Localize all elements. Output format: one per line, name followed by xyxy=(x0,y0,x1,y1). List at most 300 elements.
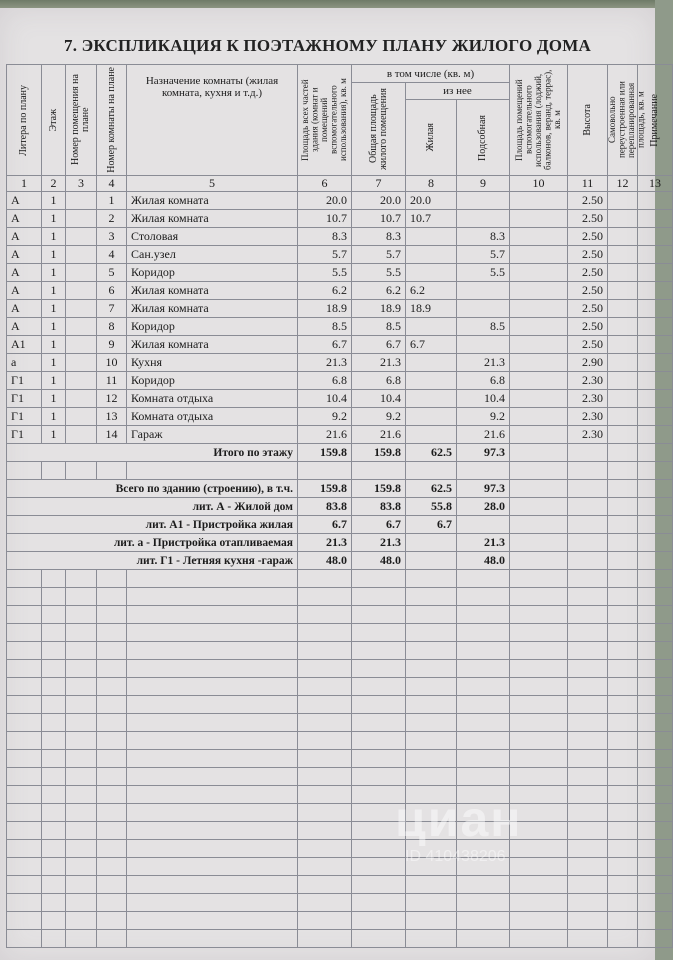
empty-cell xyxy=(66,768,97,786)
height-cell: 2.50 xyxy=(568,282,608,300)
floor-cell: 1 xyxy=(42,192,66,210)
room-number-cell: 4 xyxy=(97,246,127,264)
empty-cell xyxy=(510,498,568,516)
table-row xyxy=(7,192,673,210)
area-utility-cell: 8.3 xyxy=(457,228,510,246)
area-utility-cell: 8.5 xyxy=(457,318,510,336)
empty-cell xyxy=(608,750,638,768)
area-general-cell: 9.2 xyxy=(352,408,406,426)
header-room-no-plan: Номер помещения на плане xyxy=(70,74,91,166)
aux-area-cell xyxy=(510,282,568,300)
area-utility-cell: 5.5 xyxy=(457,264,510,282)
empty-cell xyxy=(127,660,298,678)
empty-cell xyxy=(127,570,298,588)
area-general-cell: 18.9 xyxy=(352,300,406,318)
area-living-cell xyxy=(406,408,457,426)
empty-cell xyxy=(608,804,638,822)
table-row xyxy=(7,318,673,336)
self-built-cell xyxy=(608,390,638,408)
empty-cell xyxy=(97,786,127,804)
note-cell xyxy=(638,300,673,318)
room-plan-cell xyxy=(66,336,97,354)
empty-cell xyxy=(638,696,673,714)
empty-cell xyxy=(608,912,638,930)
empty-cell xyxy=(352,912,406,930)
summary-label: лит. А - Жилой дом xyxy=(7,498,298,516)
empty-cell xyxy=(42,570,66,588)
area-general-cell: 6.7 xyxy=(352,516,406,534)
empty-cell xyxy=(298,768,352,786)
empty-cell xyxy=(638,498,673,516)
empty-cell xyxy=(97,840,127,858)
empty-cell xyxy=(638,840,673,858)
room-plan-cell xyxy=(66,408,97,426)
header-area-all: Площадь всех частей здания (комнат и помещений вспомогательного использования), кв. м xyxy=(299,78,348,162)
empty-cell xyxy=(568,642,608,660)
area-living-cell xyxy=(406,534,457,552)
area-utility-cell: 97.3 xyxy=(457,480,510,498)
room-plan-cell xyxy=(66,300,97,318)
empty-cell xyxy=(608,678,638,696)
empty-row xyxy=(7,894,673,912)
area-general-cell: 159.8 xyxy=(352,444,406,462)
empty-cell xyxy=(66,912,97,930)
height-cell: 2.90 xyxy=(568,354,608,372)
empty-cell xyxy=(352,894,406,912)
summary-label: Всего по зданию (строению), в т.ч. xyxy=(7,480,298,498)
area-utility-cell: 21.3 xyxy=(457,354,510,372)
empty-cell xyxy=(127,822,298,840)
empty-cell xyxy=(7,912,42,930)
empty-cell xyxy=(298,786,352,804)
empty-cell xyxy=(7,858,42,876)
aux-area-cell xyxy=(510,192,568,210)
page-title: 7. ЭКСПЛИКАЦИЯ К ПОЭТАЖНОМУ ПЛАНУ ЖИЛОГО ДОМА xyxy=(64,36,591,55)
area-total-cell: 159.8 xyxy=(298,480,352,498)
room-number-cell: 6 xyxy=(97,282,127,300)
empty-cell xyxy=(42,660,66,678)
table-row xyxy=(7,300,673,318)
self-built-cell xyxy=(608,336,638,354)
empty-cell xyxy=(298,678,352,696)
area-living-cell xyxy=(406,372,457,390)
room-name-cell: Коридор xyxy=(127,318,298,336)
col-number: 11 xyxy=(568,176,608,192)
table-row xyxy=(7,372,673,390)
header-of-it: из нее xyxy=(406,83,510,100)
height-cell: 2.30 xyxy=(568,426,608,444)
empty-cell xyxy=(406,678,457,696)
empty-cell xyxy=(97,606,127,624)
empty-cell xyxy=(457,750,510,768)
self-built-cell xyxy=(608,264,638,282)
litera-cell: А xyxy=(7,318,42,336)
empty-cell xyxy=(638,822,673,840)
empty-cell xyxy=(352,714,406,732)
empty-cell xyxy=(127,462,298,480)
empty-cell xyxy=(608,930,638,948)
note-cell xyxy=(638,426,673,444)
area-living-cell: 18.9 xyxy=(406,300,457,318)
area-total-cell: 8.3 xyxy=(298,228,352,246)
empty-cell xyxy=(7,768,42,786)
empty-cell xyxy=(97,570,127,588)
aux-area-cell xyxy=(510,300,568,318)
height-cell: 2.50 xyxy=(568,210,608,228)
area-general-cell: 159.8 xyxy=(352,480,406,498)
col-number: 2 xyxy=(42,176,66,192)
self-built-cell xyxy=(608,408,638,426)
height-cell: 2.50 xyxy=(568,246,608,264)
room-name-cell: Жилая комната xyxy=(127,336,298,354)
empty-cell xyxy=(568,876,608,894)
litera-cell: А xyxy=(7,228,42,246)
empty-cell xyxy=(42,858,66,876)
table-row xyxy=(7,408,673,426)
empty-cell xyxy=(608,534,638,552)
empty-cell xyxy=(127,678,298,696)
empty-cell xyxy=(510,876,568,894)
empty-cell xyxy=(406,588,457,606)
empty-cell xyxy=(66,840,97,858)
empty-cell xyxy=(352,750,406,768)
empty-cell xyxy=(42,588,66,606)
room-name-cell: Комната отдыха xyxy=(127,408,298,426)
empty-cell xyxy=(352,678,406,696)
empty-cell xyxy=(7,876,42,894)
room-name-cell: Жилая комната xyxy=(127,300,298,318)
empty-row xyxy=(7,588,673,606)
empty-cell xyxy=(42,930,66,948)
empty-cell xyxy=(638,912,673,930)
note-cell xyxy=(638,318,673,336)
area-general-cell: 21.3 xyxy=(352,534,406,552)
area-utility-cell: 10.4 xyxy=(457,390,510,408)
area-living-cell xyxy=(406,552,457,570)
empty-cell xyxy=(638,570,673,588)
area-utility-cell xyxy=(457,300,510,318)
area-total-cell: 21.3 xyxy=(298,534,352,552)
area-living-cell xyxy=(406,354,457,372)
table-row xyxy=(7,336,673,354)
empty-cell xyxy=(608,624,638,642)
aux-area-cell xyxy=(510,354,568,372)
empty-row xyxy=(7,642,673,660)
empty-cell xyxy=(510,768,568,786)
table-row xyxy=(7,390,673,408)
empty-cell xyxy=(127,876,298,894)
area-general-cell: 21.3 xyxy=(352,354,406,372)
room-number-cell: 8 xyxy=(97,318,127,336)
col-number: 12 xyxy=(608,176,638,192)
blank-row xyxy=(7,462,673,480)
empty-cell xyxy=(638,462,673,480)
empty-cell xyxy=(638,750,673,768)
room-number-cell: 11 xyxy=(97,372,127,390)
header-utility: Подсобная xyxy=(477,114,488,161)
height-cell: 2.50 xyxy=(568,300,608,318)
empty-cell xyxy=(42,696,66,714)
empty-cell xyxy=(7,570,42,588)
empty-cell xyxy=(608,444,638,462)
litera-cell: А xyxy=(7,282,42,300)
empty-cell xyxy=(568,930,608,948)
empty-cell xyxy=(298,732,352,750)
litera-cell: Г1 xyxy=(7,426,42,444)
empty-cell xyxy=(7,732,42,750)
room-plan-cell xyxy=(66,390,97,408)
empty-cell xyxy=(7,588,42,606)
empty-cell xyxy=(7,750,42,768)
empty-cell xyxy=(638,552,673,570)
empty-cell xyxy=(510,714,568,732)
summary-row xyxy=(7,498,673,516)
empty-cell xyxy=(568,660,608,678)
floor-cell: 1 xyxy=(42,318,66,336)
table-row xyxy=(7,354,673,372)
empty-cell xyxy=(42,822,66,840)
empty-cell xyxy=(352,732,406,750)
empty-cell xyxy=(42,750,66,768)
empty-cell xyxy=(510,624,568,642)
empty-cell xyxy=(510,750,568,768)
note-cell xyxy=(638,390,673,408)
header-floor: Этаж xyxy=(47,108,59,132)
empty-cell xyxy=(298,858,352,876)
area-utility-cell: 6.8 xyxy=(457,372,510,390)
area-general-cell: 10.4 xyxy=(352,390,406,408)
empty-cell xyxy=(298,606,352,624)
empty-cell xyxy=(406,768,457,786)
empty-cell xyxy=(406,894,457,912)
area-living-cell xyxy=(406,390,457,408)
empty-cell xyxy=(510,516,568,534)
empty-cell xyxy=(608,642,638,660)
empty-cell xyxy=(638,804,673,822)
area-general-cell: 6.8 xyxy=(352,372,406,390)
empty-cell xyxy=(568,480,608,498)
empty-cell xyxy=(298,804,352,822)
area-total-cell: 21.6 xyxy=(298,426,352,444)
summary-row xyxy=(7,552,673,570)
area-living-cell: 6.7 xyxy=(406,336,457,354)
empty-cell xyxy=(352,696,406,714)
empty-cell xyxy=(638,786,673,804)
empty-cell xyxy=(510,462,568,480)
empty-cell xyxy=(42,804,66,822)
empty-cell xyxy=(127,858,298,876)
empty-cell xyxy=(127,606,298,624)
column-number-row xyxy=(7,176,673,192)
empty-cell xyxy=(568,462,608,480)
empty-cell xyxy=(7,462,42,480)
room-name-cell: Столовая xyxy=(127,228,298,246)
empty-cell xyxy=(406,714,457,732)
empty-cell xyxy=(97,930,127,948)
header-purpose: Назначение комнаты (жилая комната, кухня и т.д.) xyxy=(127,65,298,176)
empty-cell xyxy=(97,894,127,912)
area-general-cell: 10.7 xyxy=(352,210,406,228)
self-built-cell xyxy=(608,228,638,246)
empty-cell xyxy=(568,768,608,786)
height-cell: 2.50 xyxy=(568,192,608,210)
empty-cell xyxy=(42,768,66,786)
empty-cell xyxy=(638,516,673,534)
floor-cell: 1 xyxy=(42,300,66,318)
empty-cell xyxy=(608,840,638,858)
empty-row xyxy=(7,624,673,642)
empty-cell xyxy=(406,660,457,678)
room-number-cell: 9 xyxy=(97,336,127,354)
empty-cell xyxy=(352,606,406,624)
empty-cell xyxy=(352,930,406,948)
empty-cell xyxy=(7,678,42,696)
empty-cell xyxy=(568,912,608,930)
empty-cell xyxy=(608,606,638,624)
empty-cell xyxy=(510,732,568,750)
height-cell: 2.30 xyxy=(568,372,608,390)
area-living-cell xyxy=(406,426,457,444)
empty-cell xyxy=(608,552,638,570)
empty-cell xyxy=(608,480,638,498)
empty-cell xyxy=(638,858,673,876)
room-plan-cell xyxy=(66,246,97,264)
area-total-cell: 5.5 xyxy=(298,264,352,282)
empty-cell xyxy=(457,624,510,642)
header-aux-area: Площадь помещений вспомогательного использования (лоджий, балконов, веранд, террас), кв. м xyxy=(513,69,562,171)
empty-cell xyxy=(608,894,638,912)
empty-cell xyxy=(7,606,42,624)
area-utility-cell: 9.2 xyxy=(457,408,510,426)
empty-cell xyxy=(608,786,638,804)
area-total-cell: 9.2 xyxy=(298,408,352,426)
empty-cell xyxy=(66,786,97,804)
empty-cell xyxy=(66,606,97,624)
area-utility-cell xyxy=(457,282,510,300)
empty-cell xyxy=(352,624,406,642)
empty-cell xyxy=(608,768,638,786)
header-living: Жилая xyxy=(425,123,436,152)
empty-cell xyxy=(97,696,127,714)
empty-cell xyxy=(127,804,298,822)
area-general-cell: 6.7 xyxy=(352,336,406,354)
col-number: 6 xyxy=(298,176,352,192)
empty-cell xyxy=(127,894,298,912)
room-plan-cell xyxy=(66,210,97,228)
empty-cell xyxy=(638,480,673,498)
empty-cell xyxy=(42,840,66,858)
area-utility-cell: 5.7 xyxy=(457,246,510,264)
area-total-cell: 20.0 xyxy=(298,192,352,210)
empty-cell xyxy=(7,714,42,732)
empty-cell xyxy=(638,930,673,948)
empty-cell xyxy=(42,876,66,894)
table-header xyxy=(7,65,673,192)
empty-cell xyxy=(638,768,673,786)
empty-cell xyxy=(42,912,66,930)
header-note: Примечание xyxy=(649,93,660,147)
col-number: 1 xyxy=(7,176,42,192)
height-cell: 2.30 xyxy=(568,390,608,408)
col-number: 9 xyxy=(457,176,510,192)
empty-cell xyxy=(457,588,510,606)
room-number-cell: 2 xyxy=(97,210,127,228)
room-plan-cell xyxy=(66,372,97,390)
empty-cell xyxy=(510,642,568,660)
area-total-cell: 10.4 xyxy=(298,390,352,408)
empty-cell xyxy=(298,822,352,840)
empty-cell xyxy=(127,624,298,642)
empty-cell xyxy=(97,750,127,768)
empty-cell xyxy=(66,804,97,822)
area-living-cell xyxy=(406,228,457,246)
empty-cell xyxy=(298,930,352,948)
self-built-cell xyxy=(608,426,638,444)
empty-cell xyxy=(298,462,352,480)
area-total-cell: 21.3 xyxy=(298,354,352,372)
aux-area-cell xyxy=(510,390,568,408)
area-utility-cell xyxy=(457,192,510,210)
empty-cell xyxy=(406,642,457,660)
empty-cell xyxy=(66,894,97,912)
empty-cell xyxy=(127,768,298,786)
room-plan-cell xyxy=(66,318,97,336)
empty-cell xyxy=(66,858,97,876)
empty-cell xyxy=(510,606,568,624)
empty-cell xyxy=(568,696,608,714)
empty-cell xyxy=(638,588,673,606)
empty-cell xyxy=(510,552,568,570)
floor-cell: 1 xyxy=(42,408,66,426)
empty-cell xyxy=(638,534,673,552)
empty-cell xyxy=(298,660,352,678)
empty-cell xyxy=(510,930,568,948)
area-living-cell: 6.2 xyxy=(406,282,457,300)
empty-cell xyxy=(510,696,568,714)
empty-cell xyxy=(638,678,673,696)
table-row xyxy=(7,228,673,246)
empty-row xyxy=(7,606,673,624)
empty-cell xyxy=(457,768,510,786)
empty-cell xyxy=(298,876,352,894)
litera-cell: А xyxy=(7,246,42,264)
area-general-cell: 83.8 xyxy=(352,498,406,516)
empty-cell xyxy=(510,570,568,588)
summary-row xyxy=(7,480,673,498)
empty-cell xyxy=(457,462,510,480)
empty-cell xyxy=(608,876,638,894)
empty-cell xyxy=(457,714,510,732)
empty-cell xyxy=(7,660,42,678)
empty-cell xyxy=(510,444,568,462)
empty-cell xyxy=(66,714,97,732)
litera-cell: А xyxy=(7,300,42,318)
room-plan-cell xyxy=(66,426,97,444)
empty-cell xyxy=(510,894,568,912)
col-number: 5 xyxy=(127,176,298,192)
empty-cell xyxy=(7,786,42,804)
empty-cell xyxy=(66,678,97,696)
empty-cell xyxy=(97,642,127,660)
area-living-cell: 20.0 xyxy=(406,192,457,210)
litera-cell: А xyxy=(7,210,42,228)
self-built-cell xyxy=(608,300,638,318)
note-cell xyxy=(638,336,673,354)
room-name-cell: Коридор xyxy=(127,372,298,390)
empty-cell xyxy=(638,642,673,660)
empty-cell xyxy=(66,876,97,894)
empty-cell xyxy=(66,696,97,714)
